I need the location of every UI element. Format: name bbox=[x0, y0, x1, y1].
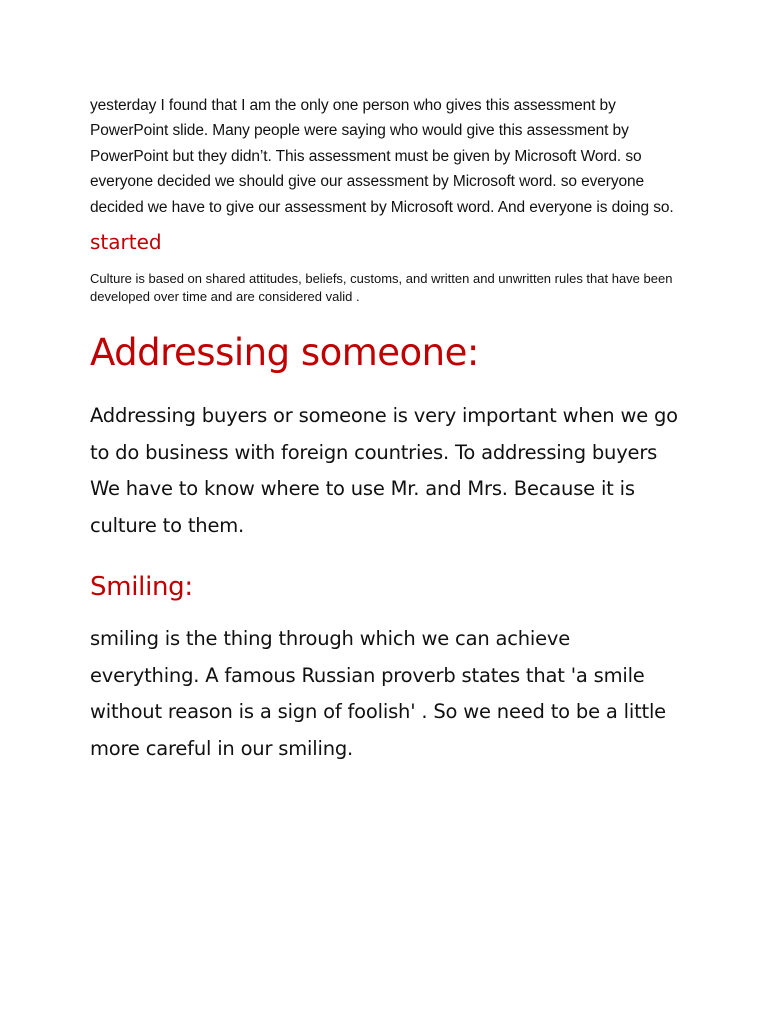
intro-paragraph: yesterday I found that I am the only one person who gives this assessment by PowerPoint slide. Many people were saying who would give this assessment by PowerPoint but they didn’t. This assessment must be given by Microsoft Word. so everyone decided we should give our assessment by Microsoft word. so everyone decided we have to give our assessment by Microsoft word. And everyone is doing so. bbox=[90, 97, 674, 216]
smiling-paragraph: smiling is the thing through which we can achieve everything. A famous Russian proverb states that 'a smile without reason is a sign of foolish' . So we need to be a little more careful in our smiling. bbox=[90, 627, 666, 760]
culture-paragraph: Culture is based on shared attitudes, beliefs, customs, and written and unwritten rules that have been developed over time and are considered valid . bbox=[90, 271, 673, 305]
addressing-heading: Addressing someone: bbox=[90, 331, 479, 375]
smiling-heading: Smiling: bbox=[90, 572, 193, 603]
addressing-paragraph: Addressing buyers or someone is very important when we go to do business with foreign countries. To addressing buyers We have to know where to use Mr. and Mrs. Because it is culture to them. bbox=[90, 404, 678, 537]
document-content bbox=[90, 93, 680, 767]
started-label: started bbox=[90, 230, 162, 255]
